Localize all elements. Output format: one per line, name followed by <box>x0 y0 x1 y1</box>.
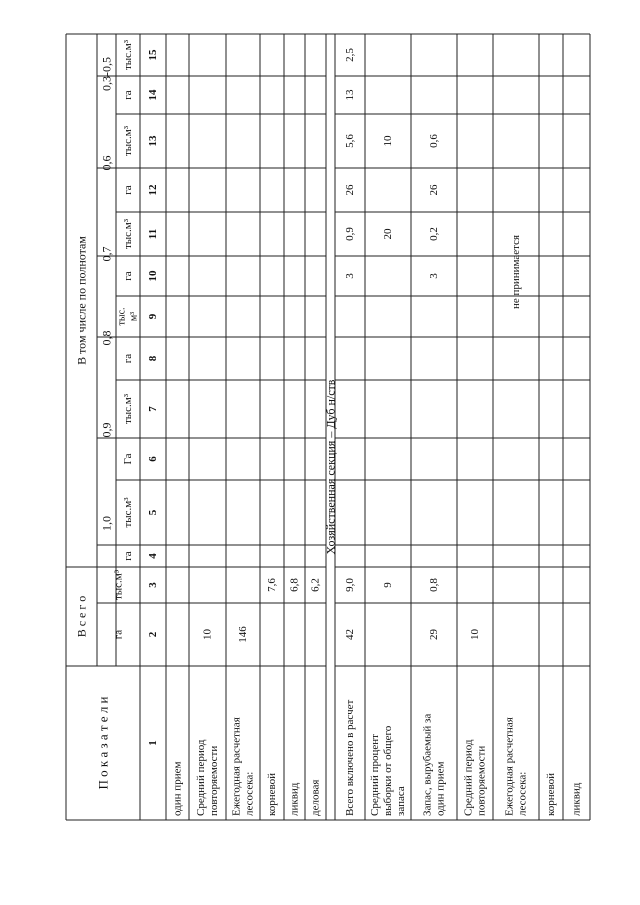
header-unit-col-12: га <box>122 185 134 195</box>
column-number-11: 11 <box>147 228 159 240</box>
header-unit-col-10: га <box>122 271 134 281</box>
header-unit-col-7: тыс.м³ <box>122 393 134 425</box>
header-vsego: В с е г о <box>74 595 89 638</box>
column-number-2: 2 <box>147 631 159 638</box>
column-number-1: 1 <box>147 740 159 746</box>
section2-row-label-6: ликвид <box>570 782 583 816</box>
header-indicators: П о к а з а т е л и <box>95 696 111 790</box>
header-density-2: 0,8 <box>99 330 114 346</box>
header-density-group: В том числе по полнотам <box>74 236 89 365</box>
section2-row-label-2: Запас, вырубаемый за <box>421 713 434 816</box>
section2-row-cell-2-col-11: 0,2 <box>428 227 440 241</box>
section2-row-cell-0-col-12: 26 <box>344 184 356 196</box>
section2-row-cell-0-col-15: 2,5 <box>344 48 356 62</box>
section2-row-cell-1-col-13: 10 <box>382 135 394 147</box>
section2-row-label-5: корневой <box>545 772 557 816</box>
section1-row-cell-1-col-2: 10 <box>201 629 214 640</box>
section2-row-cell-2-col-3: 0,8 <box>428 578 440 592</box>
column-number-5: 5 <box>147 509 159 516</box>
header-density-5: 0,3-0,5 <box>99 57 114 91</box>
column-number-4: 4 <box>147 553 159 559</box>
header-density-4: 0,6 <box>99 155 114 171</box>
not-accepted-note: не принимается <box>510 234 522 310</box>
section2-row-label-1: Средний процент <box>369 734 381 816</box>
header-density-3: 0,7 <box>99 246 114 262</box>
section1-row-label-3: корневой <box>266 772 278 816</box>
column-number-8: 8 <box>147 355 159 362</box>
section2-row-cell-2-col-2: 29 <box>428 629 440 640</box>
header-unit-col-14: га <box>122 90 134 100</box>
section1-row-label-2: Ежегодная расчетная <box>230 717 243 816</box>
header-unit-col-11: тыс.м³ <box>122 218 134 250</box>
section2-row-cell-3-col-2: 10 <box>469 629 481 640</box>
column-number-7: 7 <box>147 406 159 412</box>
section2-row-cell-0-col-11: 0,9 <box>344 227 356 241</box>
section2-row-label-2: один прием <box>434 761 447 816</box>
section1-row-label-1: повторяемости <box>208 745 220 816</box>
section1-row-cell-2-col-2: 146 <box>237 626 249 643</box>
header-unit-col-9b: м³ <box>128 311 140 322</box>
section1-row-cell-5-col-3: 6,2 <box>309 578 322 592</box>
section1-row-cell-3-col-3: 7,6 <box>266 578 278 592</box>
section2-row-label-1: выборки от общего <box>382 725 394 816</box>
header-unit-col-8: га <box>122 353 134 364</box>
section2-row-cell-0-col-14: 13 <box>344 89 356 101</box>
section2-row-label-3: повторяемости <box>475 745 488 816</box>
section1-row-cell-4-col-3: 6,8 <box>288 578 301 592</box>
header-unit-col-3: тыс.м³ <box>112 569 125 601</box>
section2-row-label-3: Средний период <box>462 739 475 816</box>
header-unit-col-4: га <box>122 551 134 561</box>
column-number-9: 9 <box>147 313 159 320</box>
section1-row-label-4: ликвид <box>288 782 301 816</box>
section-title: Хозяйственная секция – Дуб н/ств <box>323 379 338 555</box>
section2-row-label-0: Всего включено в расчет <box>344 699 356 816</box>
header-unit-col-13: тыс.м³ <box>122 125 134 157</box>
section2-row-cell-1-col-11: 20 <box>382 228 394 240</box>
section1-row-label-2: лесосека: <box>243 771 256 816</box>
column-number-15: 15 <box>147 49 159 61</box>
section2-row-cell-2-col-13: 0,6 <box>428 134 440 148</box>
section2-row-cell-0-col-3: 9,0 <box>344 578 356 592</box>
section2-row-cell-0-col-10: 3 <box>344 273 356 279</box>
header-unit-col-5: тыс.м³ <box>122 497 134 528</box>
section2-row-cell-2-col-10: 3 <box>428 273 440 279</box>
section2-row-label-1: запаса <box>395 786 407 816</box>
section1-row-label-0: один прием <box>171 761 184 816</box>
column-number-12: 12 <box>147 184 159 196</box>
section2-row-cell-0-col-13: 5,6 <box>344 134 356 148</box>
section2-row-cell-0-col-2: 42 <box>344 629 356 640</box>
density-table <box>66 34 590 820</box>
section2-row-label-4: лесосека: <box>516 771 529 816</box>
header-density-0: 1,0 <box>99 516 114 531</box>
header-unit-col-2: га <box>112 629 125 640</box>
column-number-10: 10 <box>147 270 159 282</box>
header-unit-col-6: Га <box>122 453 134 465</box>
section1-row-label-1: Средний период <box>195 739 207 816</box>
section2-row-cell-1-col-3: 9 <box>382 582 394 588</box>
header-density-1: 0,9 <box>99 422 114 438</box>
section2-row-cell-2-col-12: 26 <box>428 184 440 196</box>
column-number-6: 6 <box>147 456 159 462</box>
section1-row-label-5: деловая <box>309 779 322 816</box>
section2-row-label-4: Ежегодная расчетная <box>503 717 516 816</box>
header-unit-col-9a: тыс. <box>116 307 128 326</box>
column-number-14: 14 <box>147 89 159 101</box>
header-unit-col-15: тыс.м³ <box>122 39 134 71</box>
column-number-3: 3 <box>147 582 159 588</box>
column-number-13: 13 <box>147 135 159 147</box>
